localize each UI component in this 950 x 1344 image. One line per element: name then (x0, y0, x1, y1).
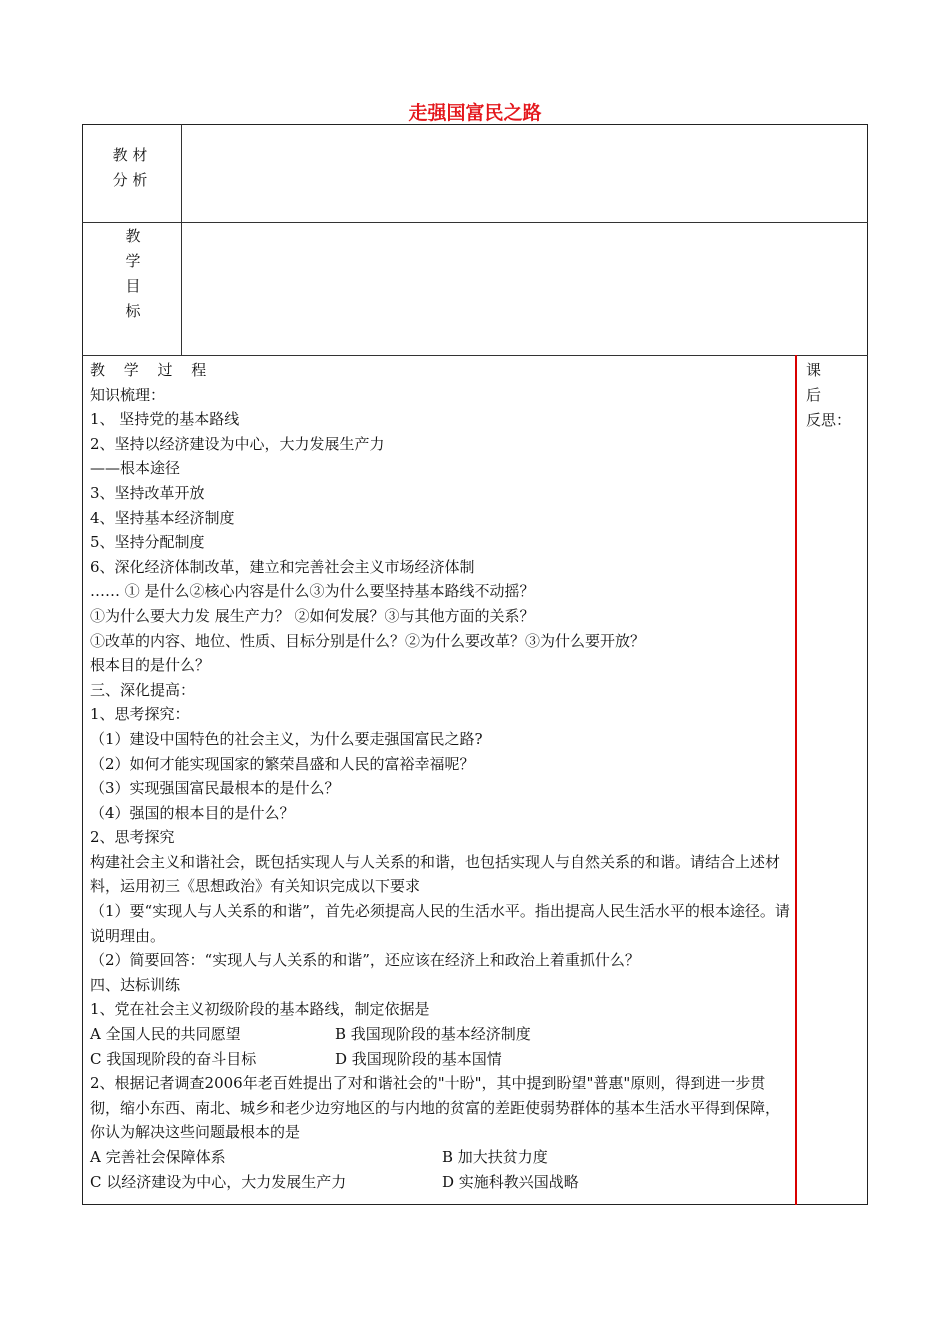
subsection-heading: 1、思考探究： (90, 705, 190, 724)
option-a: A 完善社会保障体系 (90, 1148, 226, 1166)
list-item: 3、坚持改革开放 (90, 483, 205, 502)
question-line: 根本目的是什么？ (90, 656, 211, 675)
page-title: 走强国富民之路 (408, 102, 542, 124)
material-paragraph: 构建社会主义和谐社会，既包括实现人与人关系的和谐，也包括实现人与自然关系的和谐。请结合上述材料，运用初三《思想政治》有关知识完成以下要求 (90, 852, 781, 896)
label-line: 标 (125, 302, 141, 320)
subsection-heading: 2、思考探究 (90, 828, 175, 847)
reflection-line: 后 (806, 386, 822, 404)
question-line: （2）简要回答：“实现人与人关系的和谐”，还应该在经济上和政治上着重抓什么？ (90, 951, 640, 970)
textbook-analysis-label (100, 143, 160, 193)
label-line: 学 (125, 252, 141, 270)
option-b: B 加大扶贫力度 (442, 1148, 548, 1166)
row-divider (82, 355, 868, 356)
question-line: （2）如何才能实现国家的繁荣昌盛和人民的富裕幸福呢？ (90, 754, 475, 773)
option-row (90, 1170, 790, 1195)
post-class-reflection (806, 358, 866, 433)
question-line: （4）强国的根本目的是什么？ (90, 803, 295, 822)
list-item: 4、坚持基本经济制度 (90, 508, 235, 527)
option-row (90, 1022, 790, 1047)
reflection-line: 课 (806, 361, 822, 379)
option-c: C 以经济建设为中心，大力发展生产力 (90, 1172, 347, 1191)
reflection-line: 反思： (806, 411, 852, 429)
column-divider (181, 124, 182, 355)
question-line: （1）建设中国特色的社会主义，为什么要走强国富民之路? (90, 729, 483, 748)
option-c: C 我国现阶段的奋斗目标 (90, 1049, 257, 1068)
process-heading: 教 学 过 程 (90, 361, 207, 379)
option-d: D 我国现阶段的基本国情 (335, 1049, 502, 1068)
question-line: （1）要“实现人与人关系的和谐”，首先必须提高人民的生活水平。指出提高人民生活水平的根本途径。请说明理由。 (90, 902, 790, 945)
list-item: 5、坚持分配制度 (90, 533, 205, 552)
question-line: ①为什么要大力发 展生产力？ ②如何发展？③与其他方面的关系？ (90, 606, 535, 625)
reflection-column-divider (795, 355, 797, 1205)
option-d: D 实施科教兴国战略 (442, 1172, 579, 1191)
label-line: 教 (125, 227, 141, 245)
label-line: 目 (125, 277, 141, 295)
question-line: ①改革的内容、地位、性质、目标分别是什么？②为什么要改革？③为什么要开放？ (90, 631, 646, 650)
section-heading: 四、达标训练 (90, 975, 181, 994)
list-item: 1、 坚持党的基本路线 (90, 410, 240, 429)
question-stem: 1、党在社会主义初级阶段的基本路线，制定依据是 (90, 1000, 430, 1019)
section-heading: 知识梳理： (90, 385, 166, 404)
label-line: 分 析 (112, 171, 148, 189)
question-line: （3）实现强国富民最根本的是什么？ (90, 779, 340, 798)
option-a: A 全国人民的共同愿望 (90, 1025, 241, 1044)
option-row (90, 1145, 790, 1170)
question-stem: 2、根据记者调查2006年老百姓提出了对和谐社会的"十盼"，其中提到盼望"普惠"原则，得到进一步贯彻，缩小东西、南北、城乡和老少边穷地区的与内地的贫富的差距使弱势群体的基本生活水平得到保障，你认为解决这些问题最根本的是 (90, 1074, 781, 1142)
list-item: 2、坚持以经济建设为中心，大力发展生产力 (90, 434, 385, 453)
teaching-goals-label (103, 224, 163, 324)
label-line: 教 材 (112, 146, 148, 164)
list-item: 6、深化经济体制改革，建立和完善社会主义市场经济体制 (90, 557, 475, 576)
option-b: B 我国现阶段的基本经济制度 (335, 1025, 531, 1044)
row-divider (82, 222, 868, 223)
teaching-process-content (90, 358, 790, 1194)
section-heading: 三、深化提高： (90, 680, 196, 699)
question-line: …… ① 是什么②核心内容是什么③为什么要坚持基本路线不动摇？ (90, 582, 535, 601)
list-item: ——根本途径 (90, 459, 181, 478)
option-row (90, 1047, 790, 1072)
